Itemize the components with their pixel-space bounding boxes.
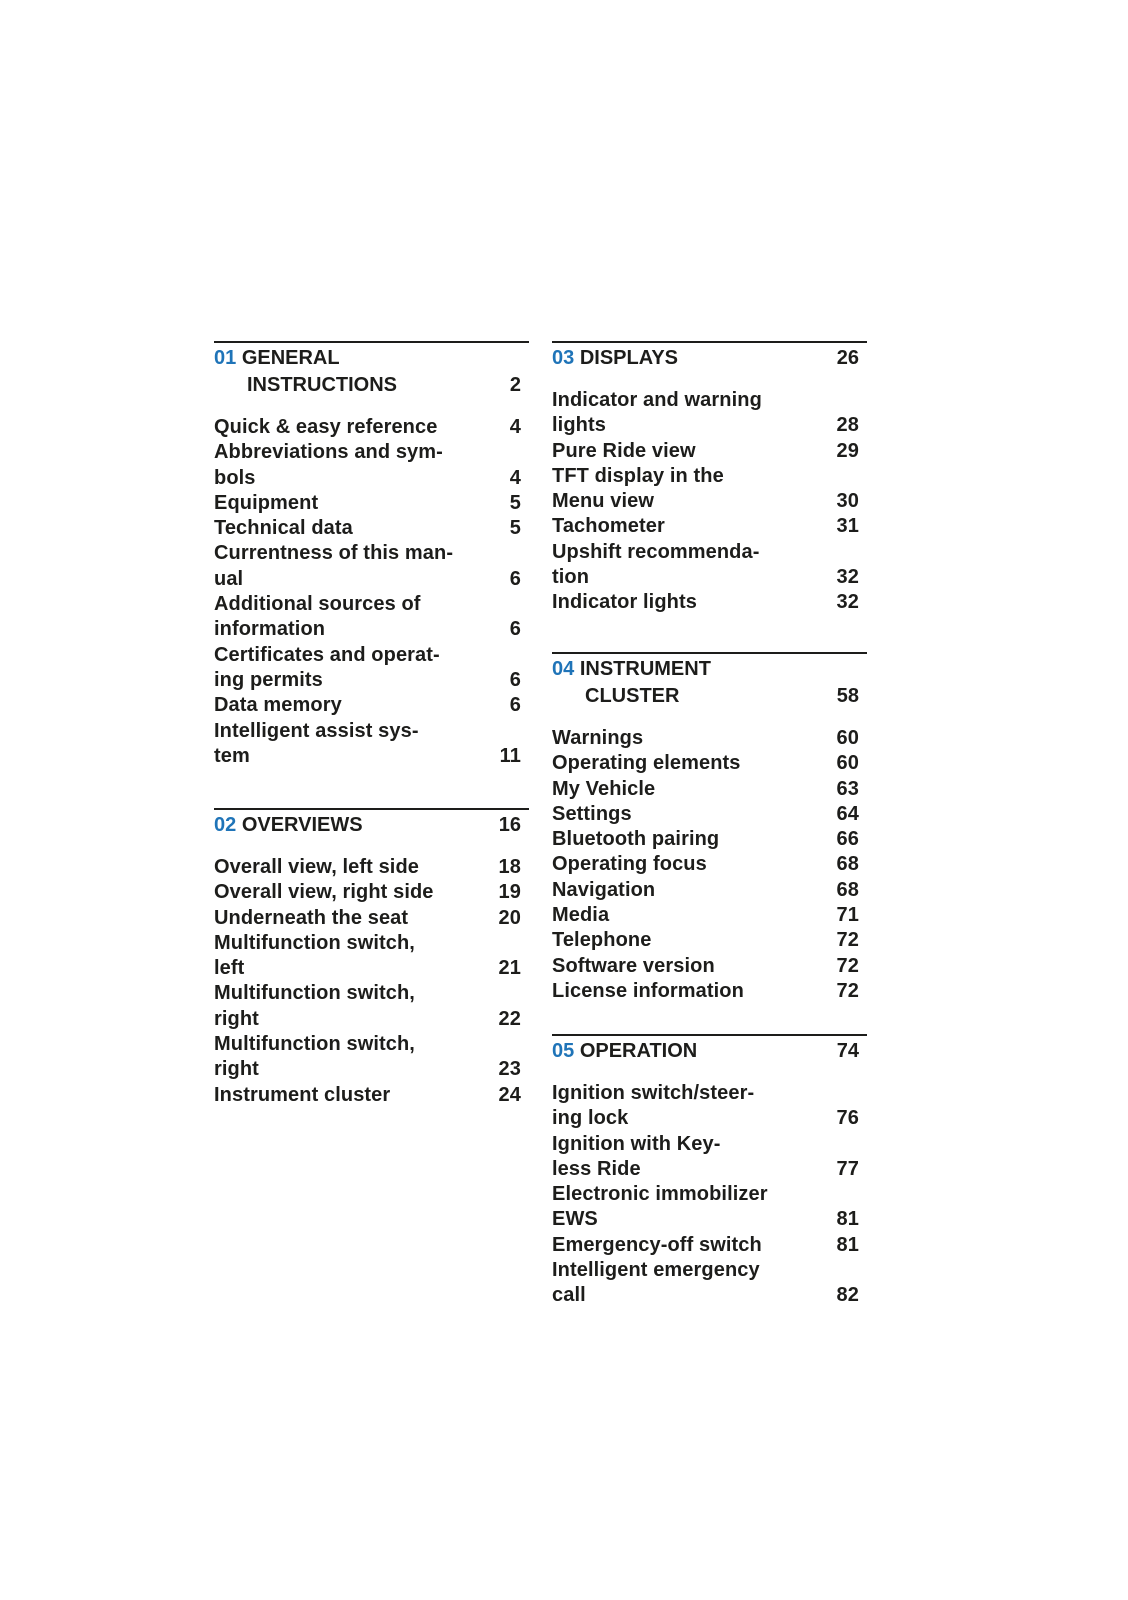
section-number: 01 bbox=[214, 347, 237, 369]
toc-entry[interactable] bbox=[552, 1233, 867, 1258]
toc-entry-page-number: 32 bbox=[836, 591, 859, 614]
section-number: 03 bbox=[552, 347, 575, 369]
section-divider bbox=[552, 652, 867, 654]
toc-entry-title-line: Multifunction switch, bbox=[214, 1033, 415, 1056]
toc-entry-title-line: Abbreviations and sym- bbox=[214, 441, 443, 464]
toc-entry[interactable] bbox=[552, 388, 867, 439]
toc-entry[interactable] bbox=[214, 906, 529, 931]
toc-entry-title-line: ing lock bbox=[552, 1107, 629, 1130]
toc-entry[interactable] bbox=[552, 514, 867, 539]
toc-entry-page-number: 30 bbox=[836, 490, 859, 513]
section-title-line: OVERVIEWS bbox=[241, 814, 363, 836]
toc-entry-list bbox=[214, 415, 529, 769]
section-title-line: GENERAL bbox=[241, 347, 340, 369]
toc-entry-title-line: tion bbox=[552, 566, 590, 589]
toc-entry-title-line: Settings bbox=[552, 802, 632, 825]
toc-entry-page-number: 5 bbox=[509, 491, 521, 514]
toc-entry-title-line: Ignition switch/steer- bbox=[552, 1082, 755, 1104]
toc-entry-title-line: EWS bbox=[552, 1208, 598, 1231]
toc-entry-title-line: Software version bbox=[552, 954, 715, 977]
toc-entry-title-line: Overall view, left side bbox=[214, 856, 419, 878]
toc-entry-title-line: Overall view, right side bbox=[214, 881, 434, 904]
toc-entry-page-number: 60 bbox=[836, 752, 859, 775]
toc-entry-title-line: call bbox=[552, 1284, 586, 1307]
toc-entry-page-number: 71 bbox=[836, 904, 859, 927]
toc-entry-list bbox=[552, 1081, 867, 1309]
toc-entry-page-number: 22 bbox=[498, 1007, 521, 1030]
toc-entry-title-line: TFT display in the bbox=[552, 464, 724, 487]
section-divider bbox=[552, 1034, 867, 1036]
toc-entry-page-number: 4 bbox=[509, 466, 521, 489]
toc-entry[interactable] bbox=[214, 643, 529, 694]
toc-entry-page-number: 23 bbox=[498, 1058, 521, 1081]
toc-entry[interactable] bbox=[552, 827, 867, 852]
section-heading[interactable] bbox=[214, 345, 529, 399]
toc-entry-title-line: Telephone bbox=[552, 929, 652, 952]
section-number: 02 bbox=[214, 814, 237, 836]
toc-entry-title-line: left bbox=[214, 957, 245, 980]
toc-entry-title-line: right bbox=[214, 1058, 259, 1081]
toc-entry-page-number: 31 bbox=[836, 515, 859, 538]
toc-entry-page-number: 72 bbox=[836, 979, 859, 1002]
section-title-line: INSTRUMENT bbox=[579, 658, 711, 680]
toc-entry-title-line: bols bbox=[214, 466, 256, 489]
toc-entry[interactable] bbox=[214, 719, 529, 770]
toc-entry-title-line: Multifunction switch, bbox=[214, 982, 415, 1005]
toc-entry-title-line: Emergency-off switch bbox=[552, 1233, 762, 1256]
toc-entry-page-number: 6 bbox=[509, 567, 521, 590]
toc-entry[interactable] bbox=[552, 464, 867, 515]
toc-entry-page-number: 68 bbox=[836, 878, 859, 901]
toc-entry[interactable] bbox=[214, 855, 529, 880]
toc-entry[interactable] bbox=[214, 491, 529, 516]
toc-entry[interactable] bbox=[552, 1132, 867, 1183]
toc-entry[interactable] bbox=[552, 726, 867, 751]
section-divider bbox=[552, 341, 867, 343]
toc-entry-list bbox=[552, 388, 867, 616]
section-title-line: CLUSTER bbox=[585, 685, 680, 707]
section-title-line: OPERATION bbox=[579, 1040, 698, 1062]
toc-entry[interactable] bbox=[552, 852, 867, 877]
toc-entry-title-line: Quick & easy reference bbox=[214, 416, 438, 438]
toc-entry-list bbox=[552, 726, 867, 1004]
toc-entry[interactable] bbox=[552, 1258, 867, 1309]
toc-entry-title-line: ual bbox=[214, 567, 244, 590]
section-title-line: INSTRUCTIONS bbox=[247, 374, 397, 396]
toc-entry[interactable] bbox=[214, 693, 529, 718]
toc-entry-title-line: information bbox=[214, 618, 326, 641]
toc-entry[interactable] bbox=[214, 931, 529, 982]
toc-entry-title-line: Operating focus bbox=[552, 853, 707, 876]
section-divider bbox=[214, 808, 529, 810]
toc-entry[interactable] bbox=[214, 1083, 529, 1108]
toc-entry-title-line: Indicator and warning bbox=[552, 389, 762, 411]
toc-entry-title-line: Additional sources of bbox=[214, 593, 421, 616]
toc-entry[interactable] bbox=[552, 751, 867, 776]
toc-entry-page-number: 28 bbox=[836, 414, 859, 437]
toc-entry-page-number: 6 bbox=[509, 668, 521, 691]
toc-entry[interactable] bbox=[552, 979, 867, 1004]
toc-entry-page-number: 76 bbox=[836, 1107, 859, 1130]
toc-entry-title-line: Pure Ride view bbox=[552, 439, 696, 462]
toc-entry-page-number: 66 bbox=[836, 828, 859, 851]
toc-entry-page-number: 68 bbox=[836, 853, 859, 876]
toc-entry-title-line: Navigation bbox=[552, 878, 656, 901]
toc-entry[interactable] bbox=[214, 981, 529, 1032]
toc-entry-title-line: Intelligent assist sys- bbox=[214, 719, 419, 742]
section-number: 04 bbox=[552, 658, 575, 680]
toc-entry-page-number: 6 bbox=[509, 694, 521, 717]
toc-entry-title-line: ing permits bbox=[214, 668, 323, 691]
toc-entry-page-number: 60 bbox=[836, 727, 859, 749]
toc-entry-title-line: Electronic immobilizer bbox=[552, 1183, 768, 1206]
toc-entry[interactable] bbox=[552, 878, 867, 903]
section-page-number: 74 bbox=[836, 1040, 859, 1062]
toc-entry-title-line: Operating elements bbox=[552, 752, 741, 775]
toc-entry[interactable] bbox=[552, 802, 867, 827]
toc-entry[interactable] bbox=[214, 1032, 529, 1083]
toc-entry-title-line: Equipment bbox=[214, 491, 319, 514]
toc-entry-title-line: License information bbox=[552, 979, 744, 1002]
toc-entry-page-number: 4 bbox=[509, 416, 521, 438]
section-page-number: 16 bbox=[498, 814, 521, 836]
toc-entry-page-number: 81 bbox=[836, 1208, 859, 1231]
toc-entry-page-number: 29 bbox=[836, 439, 859, 462]
toc-entry-title-line: Menu view bbox=[552, 490, 655, 513]
toc-entry-title-line: lights bbox=[552, 414, 606, 437]
toc-entry-title-line: Tachometer bbox=[552, 515, 665, 538]
toc-entry-title-line: Intelligent emergency bbox=[552, 1259, 760, 1282]
toc-entry-page-number: 5 bbox=[509, 517, 521, 540]
section-divider bbox=[214, 341, 529, 343]
toc-entry-page-number: 32 bbox=[836, 566, 859, 589]
toc-entry[interactable] bbox=[214, 516, 529, 541]
toc-entry-title-line: Media bbox=[552, 904, 610, 927]
toc-entry-page-number: 77 bbox=[836, 1157, 859, 1180]
toc-entry-title-line: Instrument cluster bbox=[214, 1083, 391, 1106]
toc-entry-title-line: Warnings bbox=[552, 727, 644, 749]
toc-entry-title-line: Currentness of this man- bbox=[214, 542, 454, 565]
toc-entry-page-number: 20 bbox=[498, 906, 521, 929]
toc-entry-title-line: less Ride bbox=[552, 1157, 641, 1180]
toc-entry[interactable] bbox=[552, 540, 867, 591]
toc-entry-list bbox=[214, 855, 529, 1108]
section-heading[interactable] bbox=[552, 1038, 867, 1065]
section-heading[interactable] bbox=[552, 345, 867, 372]
section-page-number: 26 bbox=[836, 347, 859, 369]
section-number: 05 bbox=[552, 1040, 575, 1062]
toc-entry[interactable] bbox=[214, 541, 529, 592]
section-heading[interactable] bbox=[214, 812, 529, 839]
toc-entry[interactable] bbox=[214, 440, 529, 491]
section-page-number: 58 bbox=[836, 685, 859, 707]
toc-entry-title-line: Indicator lights bbox=[552, 591, 697, 614]
toc-column-right bbox=[552, 0, 867, 1600]
toc-entry-page-number: 63 bbox=[836, 777, 859, 800]
toc-entry-page-number: 81 bbox=[836, 1233, 859, 1256]
toc-entry-page-number: 24 bbox=[498, 1083, 521, 1106]
section-title-line: DISPLAYS bbox=[579, 347, 678, 369]
toc-entry-page-number: 21 bbox=[498, 957, 521, 980]
toc-entry-title-line: Underneath the seat bbox=[214, 906, 409, 929]
toc-entry-page-number: 72 bbox=[836, 929, 859, 952]
toc-entry[interactable] bbox=[552, 954, 867, 979]
toc-entry[interactable] bbox=[552, 903, 867, 928]
section-page-number: 2 bbox=[509, 374, 521, 396]
toc-entry[interactable] bbox=[552, 1081, 867, 1132]
toc-column-left bbox=[214, 0, 529, 1600]
toc-entry-page-number: 72 bbox=[836, 954, 859, 977]
toc-entry[interactable] bbox=[552, 590, 867, 615]
toc-entry[interactable] bbox=[552, 1182, 867, 1233]
toc-entry[interactable] bbox=[552, 928, 867, 953]
toc-entry-title-line: right bbox=[214, 1007, 259, 1030]
toc-entry-page-number: 6 bbox=[509, 618, 521, 641]
toc-entry-page-number: 82 bbox=[836, 1284, 859, 1307]
toc-entry-title-line: Data memory bbox=[214, 694, 342, 717]
toc-entry[interactable] bbox=[214, 415, 529, 440]
toc-entry-page-number: 18 bbox=[498, 856, 521, 878]
toc-entry-title-line: Technical data bbox=[214, 517, 353, 540]
toc-entry-title-line: Multifunction switch, bbox=[214, 931, 415, 954]
toc-entry-title-line: Upshift recommenda- bbox=[552, 540, 760, 563]
toc-entry-title-line: My Vehicle bbox=[552, 777, 656, 800]
toc-entry-page-number: 19 bbox=[498, 881, 521, 904]
toc-entry[interactable] bbox=[214, 592, 529, 643]
toc-entry-page-number: 11 bbox=[499, 744, 521, 767]
toc-entry[interactable] bbox=[552, 777, 867, 802]
toc-entry-title-line: Bluetooth pairing bbox=[552, 828, 720, 851]
toc-entry-title-line: Certificates and operat- bbox=[214, 643, 440, 666]
toc-entry[interactable] bbox=[552, 439, 867, 464]
toc-entry-title-line: tem bbox=[214, 744, 250, 767]
toc-entry-title-line: Ignition with Key- bbox=[552, 1132, 721, 1155]
toc-entry-page-number: 64 bbox=[836, 802, 859, 825]
section-heading[interactable] bbox=[552, 656, 867, 710]
toc-entry[interactable] bbox=[214, 880, 529, 905]
